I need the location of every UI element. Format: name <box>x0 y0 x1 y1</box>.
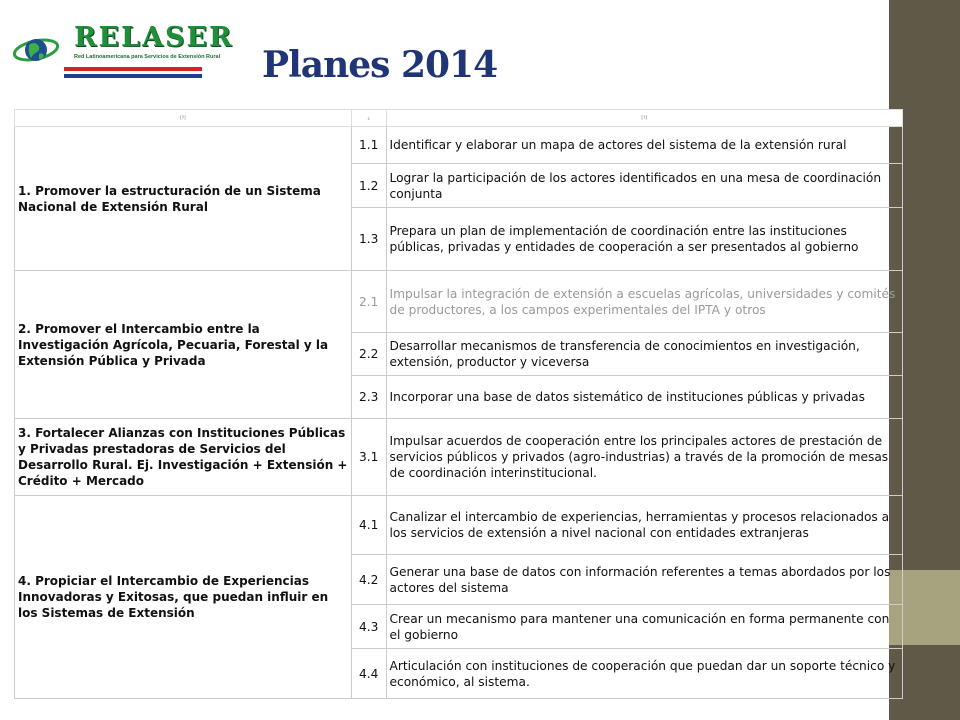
action-number: 2.3 <box>351 376 386 419</box>
page-title: Planes 2014 <box>262 44 498 86</box>
action-text: Impulsar acuerdos de cooperación entre los principales actores de prestación de servicios públicos y privados (agro-industrias) a través de la promoción de mesas de coordinación interinstitucional. <box>386 419 902 496</box>
action-number: 4.2 <box>351 555 386 605</box>
table-row <box>15 419 903 496</box>
action-number: 2.1 <box>351 271 386 333</box>
action-text: Desarrollar mecanismos de transferencia de conocimientos en investigación, extensión, productor y viceversa <box>386 333 902 376</box>
header-number: ¿ <box>351 110 386 127</box>
table-header-row <box>15 110 903 127</box>
flag-stripe-blue <box>64 74 202 78</box>
logo-subtitle: Red Latinoamericana para Servicios de Extensión Rural <box>74 54 221 60</box>
table-row <box>15 127 903 164</box>
action-text: Impulsar la integración de extensión a escuelas agrícolas, universidades y comités de productores, a los campos experimentales del IPTA y otros <box>386 271 902 333</box>
action-text: Canalizar el intercambio de experiencias, herramientas y procesos relacionados a los servicios de extensión a nivel nacional con entidades extranjeras <box>386 496 902 555</box>
action-text: Identificar y elaborar un mapa de actores del sistema de la extensión rural <box>386 127 902 164</box>
table-row <box>15 271 903 333</box>
header-action: [?] <box>386 110 902 127</box>
action-number: 3.1 <box>351 419 386 496</box>
action-text: Generar una base de datos con información referentes a temas abordados por los actores del sistema <box>386 555 902 605</box>
relaser-logo <box>12 22 234 82</box>
globe-icon <box>12 28 60 72</box>
header-objective: [?] <box>15 110 352 127</box>
objective-cell: 4. Propiciar el Intercambio de Experiencias Innovadoras y Exitosas, que puedan influir en los Sistemas de Extensión <box>15 496 352 699</box>
action-number: 4.4 <box>351 649 386 699</box>
action-number: 2.2 <box>351 333 386 376</box>
action-number: 1.1 <box>351 127 386 164</box>
action-number: 1.3 <box>351 208 386 271</box>
objective-cell: 1. Promover la estructuración de un Sistema Nacional de Extensión Rural <box>15 127 352 271</box>
logo-title: RELASER <box>74 22 234 53</box>
table-row <box>15 496 903 555</box>
plans-table <box>14 109 903 699</box>
action-text: Articulación con instituciones de cooperación que puedan dar un soporte técnico y económico, al sistema. <box>386 649 902 699</box>
action-text: Crear un mecanismo para mantener una comunicación en forma permanente con el gobierno <box>386 605 902 649</box>
objective-cell: 3. Fortalecer Alianzas con Instituciones Públicas y Privadas prestadoras de Servicios del Desarrollo Rural. Ej. Investigación + Extensión + Crédito + Mercado <box>15 419 352 496</box>
action-number: 4.3 <box>351 605 386 649</box>
action-number: 1.2 <box>351 164 386 208</box>
action-number: 4.1 <box>351 496 386 555</box>
action-text: Lograr la participación de los actores identificados en una mesa de coordinación conjunta <box>386 164 902 208</box>
action-text: Prepara un plan de implementación de coordinación entre las instituciones públicas, privadas y entidades de cooperación a ser presentados al gobierno <box>386 208 902 271</box>
action-text: Incorporar una base de datos sistemático de instituciones públicas y privadas <box>386 376 902 419</box>
objective-cell: 2. Promover el Intercambio entre la Investigación Agrícola, Pecuaria, Forestal y la Extensión Pública y Privada <box>15 271 352 419</box>
